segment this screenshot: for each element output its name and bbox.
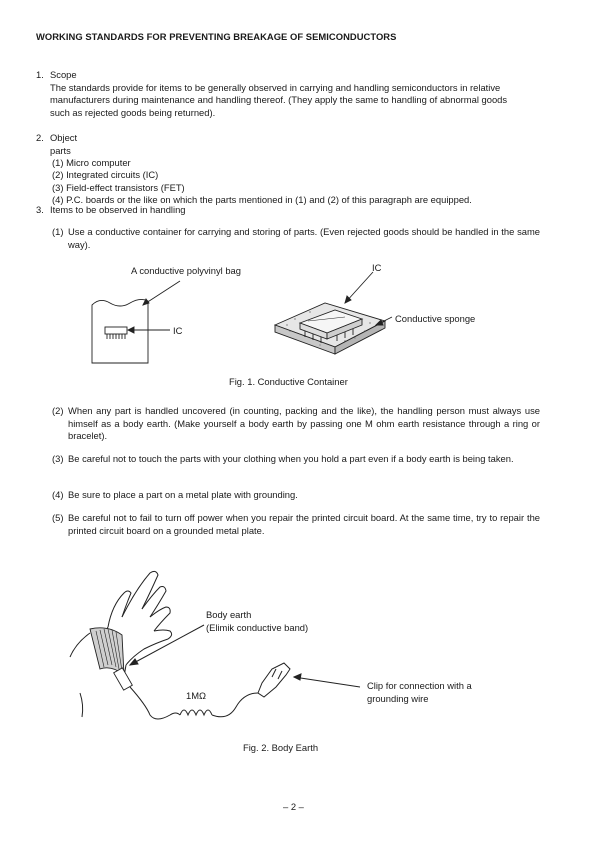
label-clip — [367, 680, 472, 705]
label-line: grounding wire — [367, 692, 429, 704]
item-text: When any part is handled uncovered (in counting, packing and the like), the handling person must always use himself as a body earth. (Make yourself a body earth by passing one M ohm earth resistance through a ring or bracelet). — [68, 405, 540, 442]
item-number: (5) — [52, 512, 64, 523]
paragraph-line: The standards provide for items to be generally observed in carrying and handling semiconductors in relative — [50, 81, 501, 93]
label-conductive-sponge: Conductive sponge — [395, 313, 476, 324]
item-number: (2) — [52, 405, 64, 416]
figure-conductive-container — [0, 255, 595, 375]
section-number: 2. — [36, 132, 44, 143]
section-heading: Object parts — [50, 132, 78, 156]
section-heading: Items to be observed in handling — [50, 204, 186, 215]
conductive-sponge-illustration — [275, 272, 392, 354]
section-number: 3. — [36, 204, 44, 215]
conductive-bag-illustration — [92, 281, 183, 363]
item-number: (1) — [52, 226, 64, 237]
paragraph-line: manufacturers during maintenance and handling thereof. (They apply the same to handling of abnormal goods — [50, 94, 508, 106]
item-number: (3) — [52, 453, 64, 464]
page-number: – 2 – — [283, 801, 304, 812]
label-ic-bag: IC — [173, 325, 183, 336]
item-number: (4) — [52, 489, 64, 500]
handling-item-5 — [52, 512, 540, 537]
handling-item-1 — [52, 226, 540, 251]
section-heading: Scope — [50, 69, 77, 80]
item-text: Be careful not to fail to turn off power when you repair the printed circuit board. At the same time, try to repair the printed circuit board on a grounded metal plate. — [68, 512, 540, 536]
paragraph-line: such as rejected goods being returned). — [50, 106, 216, 118]
label-line: Clip for connection with a — [367, 680, 472, 691]
list-item: (4) P.C. boards or the like on which the parts mentioned in (1) and (2) of this paragraph are equipped. — [52, 194, 472, 206]
item-text: Use a conductive container for carrying and storing of parts. (Even rejected goods should be handled in the same way). — [68, 226, 540, 250]
list-item: (3) Field-effect transistors (FET) — [52, 181, 185, 193]
label-line: Body earth — [206, 609, 252, 620]
list-item: (2) Integrated circuits (IC) — [52, 169, 159, 181]
handling-item-2 — [52, 405, 540, 443]
object-parts-list — [52, 145, 472, 207]
page-title: WORKING STANDARDS FOR PREVENTING BREAKAGE OF SEMICONDUCTORS — [36, 31, 397, 42]
figure-body-earth — [0, 565, 595, 745]
list-item: (1) Micro computer — [52, 156, 131, 168]
label-ic-sponge: IC — [372, 262, 382, 273]
item-text: Be sure to place a part on a metal plate with grounding. — [68, 489, 298, 500]
wrist-band — [90, 628, 132, 690]
figure-caption: Fig. 1. Conductive Container — [229, 376, 348, 387]
section-number: 1. — [36, 69, 44, 80]
label-body-earth — [206, 609, 308, 634]
label-conductive-bag: A conductive polyvinyl bag — [131, 265, 241, 276]
handling-item-3 — [52, 453, 540, 466]
handling-item-4 — [52, 489, 540, 502]
item-text: Be careful not to touch the parts with your clothing when you hold a part even if a body earth is being taken. — [68, 453, 514, 464]
label-line: (Elimik conductive band) — [206, 621, 309, 633]
ground-wire — [130, 625, 360, 719]
figure-caption: Fig. 2. Body Earth — [243, 742, 319, 753]
label-resistor: 1MΩ — [186, 690, 207, 701]
